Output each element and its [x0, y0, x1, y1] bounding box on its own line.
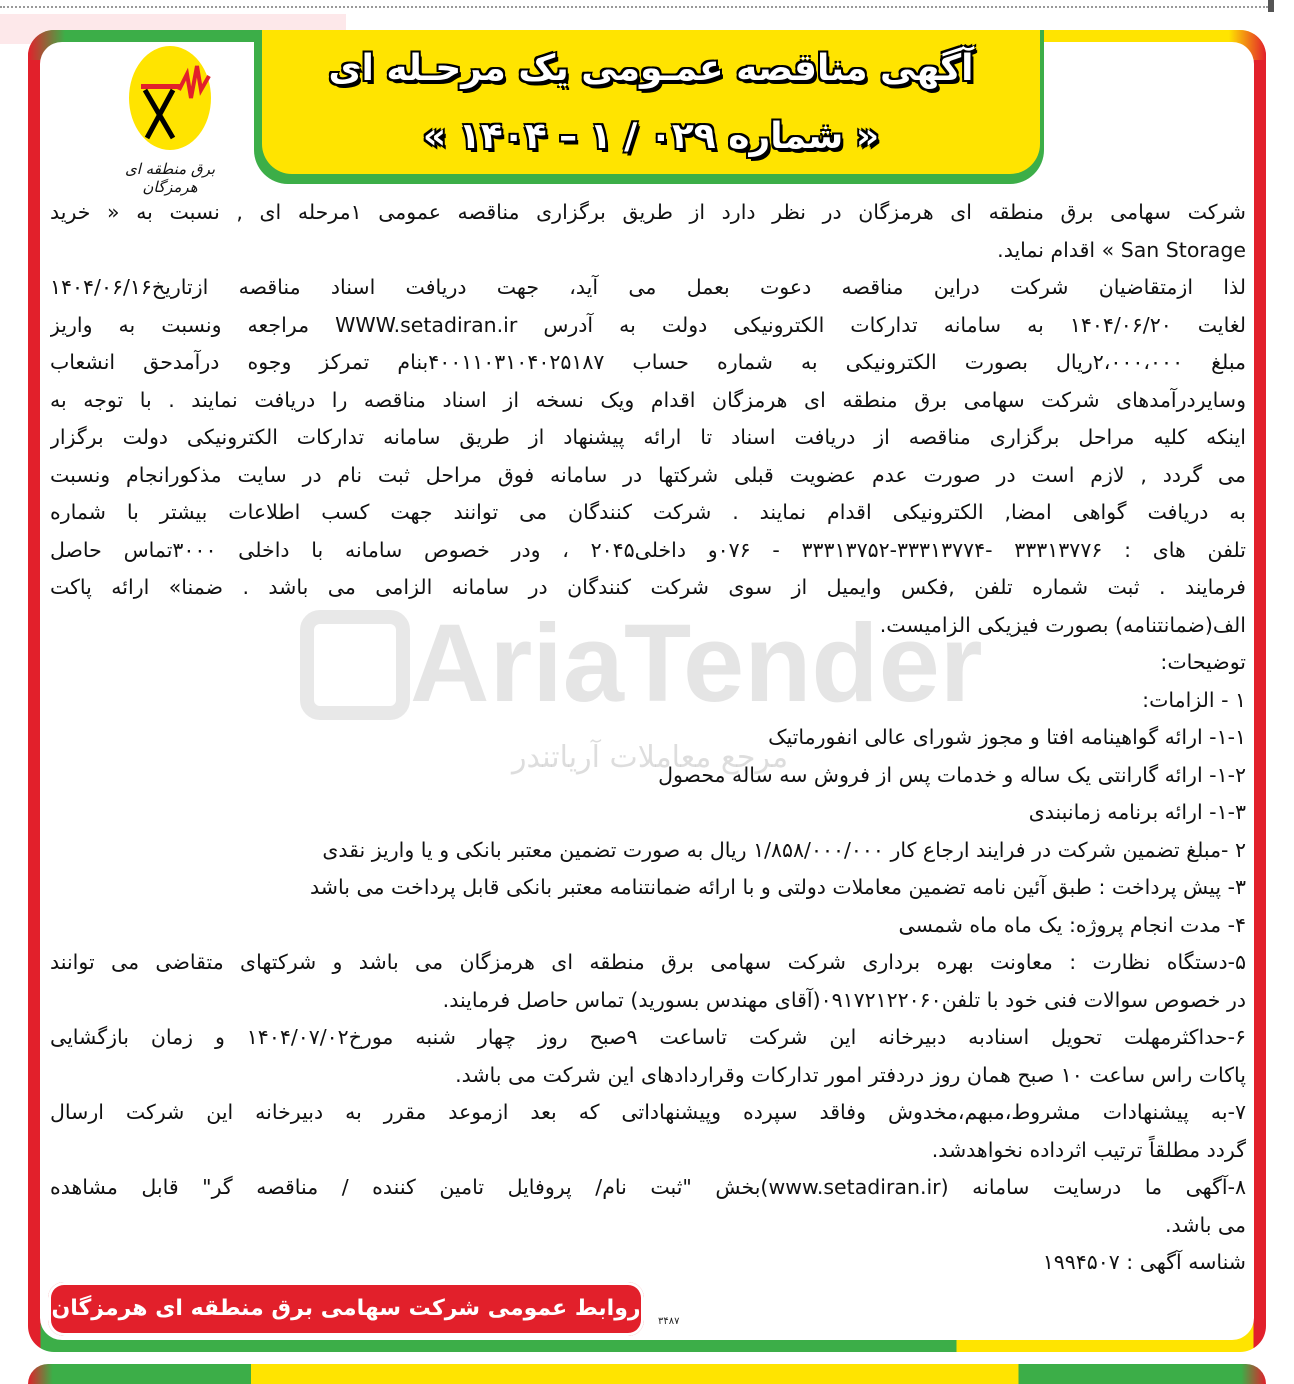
- watermark-subtitle: مرجع معاملات آریاتندر: [511, 740, 789, 775]
- title-banner: [262, 30, 1040, 174]
- body-line: می گردد , لازم است در صورت عدم عضویت قبلی شرکتها در سامانه فوق مراحل ثبت نام در سایت مذکورانجام ونسبت: [50, 462, 1246, 487]
- body-line: در خصوص سوالات فنی خود با تلفن۰۹۱۷۲۱۲۲۰۶۰(آقای مهندس بسورید) تماس حاصل فرمایند.: [442, 987, 1246, 1012]
- body-line: ۲ -مبلغ تضمین شرکت در فرایند ارجاع کار ۱/۸۵۸/۰۰۰/۰۰۰ ریال به صورت تضمین معتبر بانکی و یا واریز نقدی: [322, 837, 1246, 862]
- body-line: به دریافت گواهی امضا, الکترونیکی اقدام نمایند . شرکت کنندگان می توانند جهت کسب اطلاعات بیشتر با شماره: [50, 500, 1246, 524]
- logo-emblem-icon: [129, 46, 211, 150]
- footer-banner: [48, 1282, 644, 1336]
- body-line: الف(ضمانتنامه) بصورت فیزیکی الزامیست.: [879, 612, 1246, 637]
- body-line: تلفن های : ۳۳۳۱۳۷۷۶ -۳۳۳۱۳۷۷۴-۳۳۳۱۳۷۵۲ - ۰۷۶و داخلی۲۰۴۵ ، ودر خصوص سامانه با داخلی ۳۰۰۰تماس حاصل: [50, 537, 1246, 562]
- body-line: مبلغ ۲،۰۰۰،۰۰۰ریال بصورت الکترونیکی به شماره حساب ۴۰۰۱۱۰۳۱۰۴۰۲۵۱۸۷بنام تمرکز وجوه درآمدحق انشعاب: [50, 350, 1246, 374]
- ad-title: آگهی مناقصه عمـومی یک مرحـله ای: [328, 48, 974, 89]
- body-line: شناسه آگهی : ۱۹۹۴۵۰۷: [1042, 1250, 1246, 1274]
- company-logo: [100, 46, 240, 196]
- ad-body-text: [50, 194, 1246, 1282]
- body-line: شرکت سهامی برق منطقه ای هرمزگان در نظر دارد از طریق برگزاری مناقصه عمومی ۱مرحله ای , نسبت به « خرید: [50, 200, 1246, 224]
- watermark-brand: AriaTender: [410, 602, 983, 725]
- body-line: ۱-۳- ارائه برنامه زمانبندی: [1028, 800, 1246, 824]
- ad-code: ۳۴۸۷: [658, 1316, 680, 1327]
- page-divider: [0, 6, 1268, 8]
- ad-number: « شماره ۰۲۹ / ۱ – ۱۴۰۴ »: [422, 116, 880, 157]
- body-line: ۳- پیش پرداخت : طبق آئین نامه تضمین معاملات دولتی و با ارائه ضمانتنامه معتبر بانکی قابل پرداخت می باشد: [310, 875, 1246, 899]
- logo-caption: برق منطقه ای هرمزگان: [124, 160, 216, 196]
- body-line: ۱ - الزامات:: [1142, 687, 1246, 712]
- next-ad-frame: [28, 1364, 1266, 1384]
- body-line: لذا ازمتقاضیان شرکت دراین مناقصه دعوت بعمل می آید، جهت دریافت اسناد مناقصه ازتاریخ۱۴۰۴/۰۶/۱۶: [50, 275, 1246, 299]
- body-line: وسایردرآمدهای شرکت سهامی برق منطقه ای هرمزگان اقدام ویک نسخه از اسناد مناقصه را دریافت نمایند . با توجه به: [50, 387, 1246, 412]
- body-line: ۵-دستگاه نظارت : معاونت بهره برداری شرکت سهامی برق منطقه ای هرمزگان می باشد و شرکتهای متقاضی می توانند: [50, 950, 1246, 974]
- body-line: توضیحات:: [1160, 650, 1246, 674]
- body-line: San Storage » اقدام نماید.: [997, 237, 1246, 262]
- body-line: پاکات راس ساعت ۱۰ صبح همان روز دردفتر امور تدارکات وقراردادهای این شرکت می باشد.: [455, 1062, 1246, 1087]
- body-line: گردد مطلقاً ترتیب اثرداده نخواهدشد.: [931, 1137, 1246, 1162]
- body-line: فرمایند . ثبت شماره تلفن ,فکس وایمیل از سوی شرکت کنندگان در سامانه الزامی می باشد . ضمنا» ارائه پاکت: [50, 575, 1246, 599]
- divider-end-mark: [1268, 0, 1274, 12]
- body-line: ۸-آگهی ما درسایت سامانه (www.setadiran.ir)بخش "ثبت نام/ پروفایل تامین کننده / مناقصه گر" قابل مشاهده: [50, 1175, 1246, 1199]
- body-line: ۴- مدت انجام پروژه: یک ماه ماه شمسی: [898, 912, 1246, 937]
- body-line: ۱-۲- ارائه گارانتی یک ساله و خدمات پس از فروش سه ساله محصول: [658, 762, 1246, 787]
- body-line: می باشد.: [1165, 1212, 1246, 1237]
- body-line: لغایت ۱۴۰۴/۰۶/۲۰ به سامانه تدارکات الکترونیکی دولت به آدرس WWW.setadiran.ir مراجعه ونسبت به واریز: [50, 312, 1246, 337]
- body-line: ۷-به پیشنهادات مشروط،مبهم،مخدوش وفاقد سپرده وپیشنهاداتی که بعد ازموعد مقرر به دبیرخانه این شرکت ارسال: [50, 1100, 1246, 1124]
- body-line: اینکه کلیه مراحل برگزاری مناقصه از دریافت اسناد تا ارائه پیشنهاد از طریق سامانه تدارکات الکترونیکی دولت برگزار: [50, 425, 1246, 449]
- footer-label: روابط عمومی شرکت سهامی برق منطقه ای هرمزگان: [51, 1296, 641, 1321]
- body-line: ۱-۱- ارائه گواهینامه افتا و مجوز شورای عالی انفورماتیک: [768, 725, 1246, 749]
- body-line: ۶-حداکثرمهلت تحویل اسنادبه دبیرخانه این شرکت تاساعت ۹صبح روز چهار شنبه مورخ۱۴۰۴/۰۷/۰۲ و زمان بازگشایی: [50, 1025, 1246, 1049]
